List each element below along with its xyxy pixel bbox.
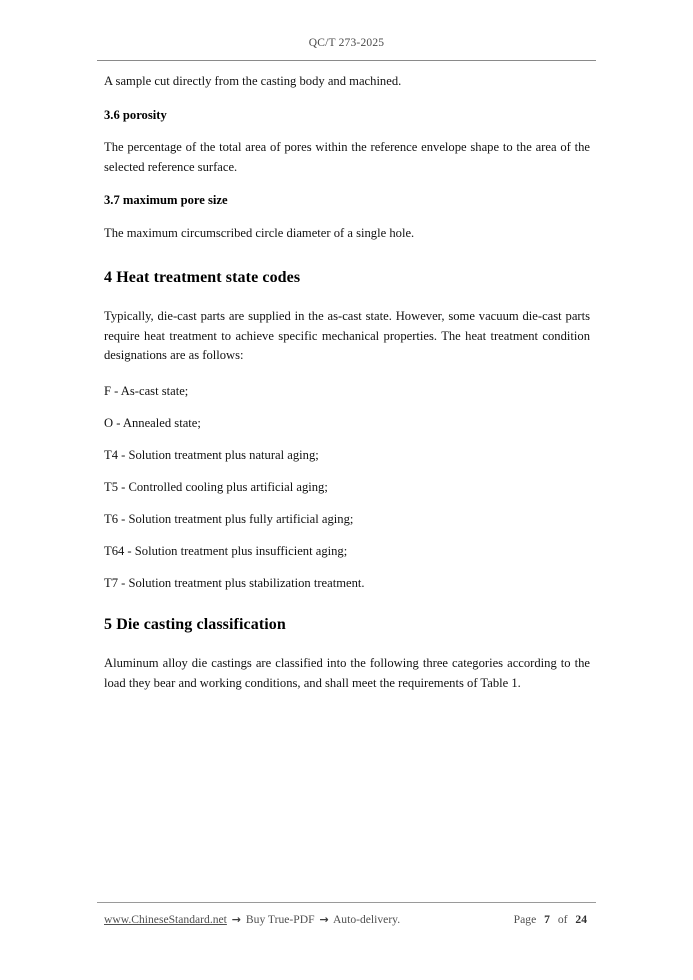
- spacer: [104, 243, 590, 267]
- right-arrow-icon: →: [231, 913, 242, 926]
- intro-paragraph: A sample cut directly from the casting body and machined.: [104, 74, 402, 88]
- total-page-count: 24: [575, 913, 587, 926]
- standard-code-header: QC/T 273-2025: [308, 37, 385, 49]
- footer-promo-buy-true-pdf: Buy True-PDF: [245, 913, 315, 926]
- page-label: Page: [513, 913, 537, 926]
- spacer: [104, 635, 590, 654]
- header-divider: [97, 60, 596, 61]
- section-4-heading: 4 Heat treatment state codes: [104, 269, 301, 286]
- list-item: O - Annealed state;: [104, 415, 201, 430]
- heat-treatment-code-list: [104, 382, 590, 594]
- page-header: [97, 33, 596, 51]
- section-5-paragraph: Aluminum alloy die castings are classified into the following three categories according to the load they bear and working conditions, and shall meet the requirements of Table 1.: [104, 656, 590, 690]
- right-arrow-icon: →: [319, 913, 329, 926]
- spacer: [104, 561, 590, 574]
- list-item: T64 - Solution treatment plus insufficient aging;: [104, 543, 348, 558]
- of-label: of: [557, 913, 568, 926]
- spacer: [104, 125, 590, 138]
- clause-3-7-text: The maximum circumscribed circle diameter of a single hole.: [104, 225, 415, 240]
- spacer: [104, 593, 590, 614]
- spacer: [104, 497, 590, 510]
- clause-3-6-heading: 3.6 porosity: [104, 107, 167, 122]
- list-item: F - As-cast state;: [104, 383, 189, 398]
- footer-divider: [97, 902, 596, 903]
- clause-3-6-text: The percentage of the total area of pores within the reference envelope shape to the area of the selected reference surface.: [104, 140, 590, 174]
- list-item: T6 - Solution treatment plus fully artificial aging;: [104, 511, 354, 526]
- spacer: [104, 211, 590, 224]
- section-5-heading: 5 Die casting classification: [104, 616, 286, 633]
- spacer: [104, 433, 590, 446]
- document-body: [104, 72, 590, 693]
- chinesestandard-link[interactable]: www.ChineseStandard.net: [104, 913, 227, 926]
- spacer: [104, 92, 590, 106]
- page-indicator: [512, 913, 590, 926]
- footer-promo-auto-delivery: Auto-delivery.: [332, 913, 401, 926]
- footer-promo-line: [104, 913, 400, 926]
- spacer: [104, 366, 590, 382]
- list-item: T5 - Controlled cooling plus artificial aging;: [104, 479, 328, 494]
- clause-3-7-heading: 3.7 maximum pore size: [104, 193, 228, 207]
- current-page-number: 7: [544, 913, 550, 926]
- spacer: [104, 177, 590, 191]
- section-4-paragraph: Typically, die-cast parts are supplied in the as-cast state. However, some vacuum die-cast parts require heat treatment to achieve specific mechanical properties. The heat treatment condition designations are as follows:: [104, 309, 590, 362]
- spacer: [104, 401, 590, 414]
- spacer: [104, 288, 590, 307]
- list-item: T7 - Solution treatment plus stabilization treatment.: [104, 575, 365, 590]
- spacer: [104, 465, 590, 478]
- spacer: [104, 529, 590, 542]
- list-item: T4 - Solution treatment plus natural aging;: [104, 447, 319, 462]
- page-footer: [104, 913, 590, 933]
